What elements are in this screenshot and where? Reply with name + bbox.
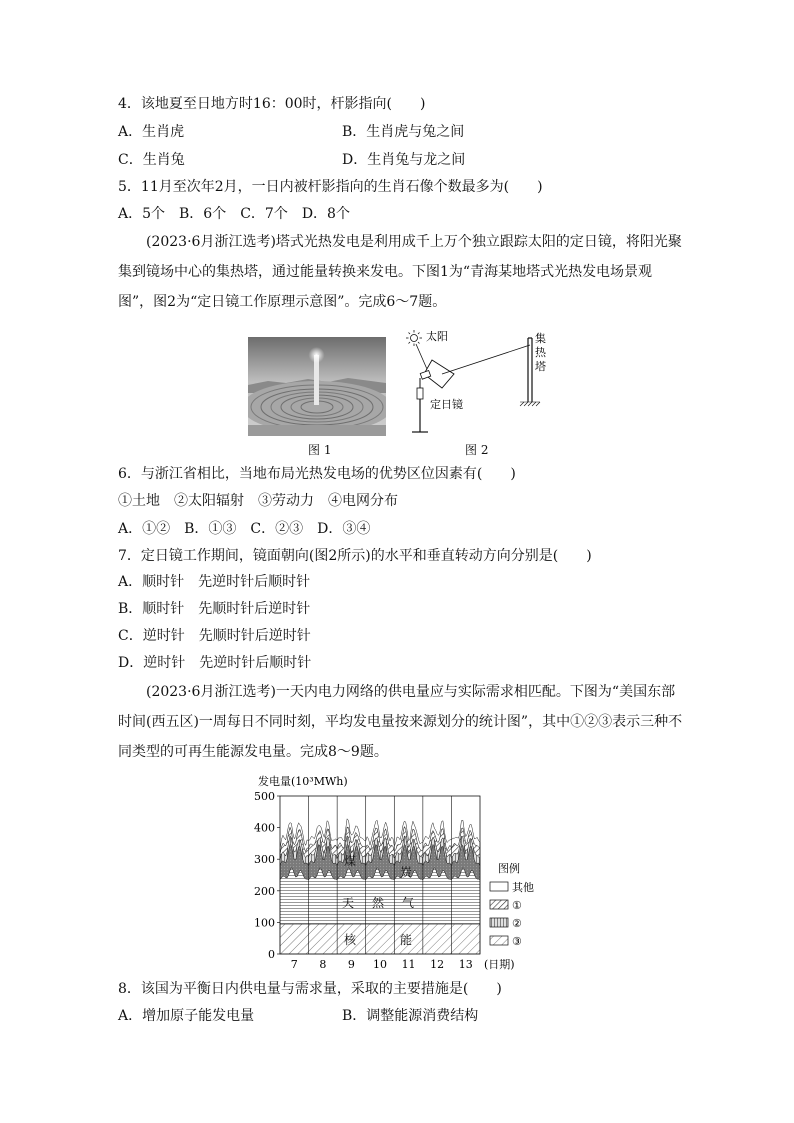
legend-title: 图例 — [498, 862, 520, 875]
x-tick-label: 9 — [347, 958, 355, 970]
y-tick-label: 200 — [254, 884, 275, 898]
gas-label-2: 然 — [371, 895, 385, 910]
q7-option-a: A．顺时针 先逆时针后顺时针 — [118, 574, 311, 590]
x-tick-label: 8 — [319, 958, 327, 970]
q7-stem: 7．定日镜工作期间，镜面朝向(图2所示)的水平和垂直转动方向分别是( ) — [118, 548, 592, 564]
legend-series-3-swatch — [490, 936, 508, 945]
legend-other-swatch — [490, 882, 508, 891]
x-tick-label: 11 — [401, 958, 416, 970]
q7-option-d: D．逆时针 先逆时针后顺时针 — [118, 655, 312, 671]
intro67-line2: 集到镜场中心的集热塔，通过能量转换来发电。下图1为“青海某地塔式光热发电场景观 — [118, 264, 653, 280]
gas-label-3: 气 — [401, 895, 415, 910]
coal-label-1: 煤 — [343, 853, 357, 868]
sun-icon — [406, 330, 422, 346]
gas-label-1: 天 — [341, 895, 355, 910]
legend-series-3-label: ③ — [512, 935, 522, 948]
figure-1-photo — [248, 337, 386, 436]
x-tick-label: 13 — [458, 958, 473, 970]
q6-stem: 6．与浙江省相比，当地布局光热发电场的优势区位因素有( ) — [118, 466, 516, 482]
nuclear-label-1: 核 — [343, 932, 357, 947]
q4-option-a: A．生肖虎 — [118, 124, 185, 140]
q8-option-b: B．调整能源消费结构 — [342, 1008, 479, 1024]
sun-label: 太阳 — [426, 330, 448, 343]
q7-option-c: C．逆时针 先顺时针后逆时针 — [118, 628, 311, 644]
y-tick-label: 500 — [254, 790, 275, 803]
legend-series-2-label: ② — [512, 917, 522, 930]
legend-series-1-label: ① — [512, 899, 522, 912]
intro89-line1: (2023·6月浙江选考)一天内电力网络的供电量应与实际需求相匹配。下图为“美国东部 — [146, 684, 676, 700]
legend-series-1-swatch — [490, 900, 508, 909]
y-axis-label: 发电量(10³MWh) — [258, 775, 348, 788]
y-tick-label: 300 — [254, 853, 275, 867]
q7-option-b: B．顺时针 先顺时针后逆时针 — [118, 601, 311, 617]
intro67-line3: 图”，图2为“定日镜工作原理示意图”。完成6～7题。 — [118, 294, 447, 310]
y-tick-label: 400 — [254, 821, 275, 835]
intro89-line2: 时间(西五区)一周每日不同时刻，平均发电量按来源划分的统计图”，其中①②③表示三种不 — [118, 714, 683, 730]
x-tick-label: 7 — [290, 958, 298, 970]
q4-option-b: B．生肖虎与兔之间 — [342, 124, 465, 140]
x-tick-label: 10 — [373, 958, 387, 970]
q8-stem: 8．该国为平衡日内供电量与需求量，采取的主要措施是( ) — [118, 981, 502, 997]
q6-options: A．①② B．①③ C．②③ D．③④ — [118, 521, 371, 537]
x-tick-label: 12 — [430, 958, 445, 970]
tower-label-1: 集 — [535, 332, 546, 345]
tower-label-3: 塔 — [535, 360, 546, 373]
intro67-line1: (2023·6月浙江选考)塔式光热发电是利用成千上万个独立跟踪太阳的定日镜，将阳光聚 — [146, 234, 682, 250]
q4-option-c: C．生肖兔 — [118, 152, 185, 168]
q5-options: A．5个 B．6个 C．7个 D．8个 — [118, 206, 350, 222]
q6-items: ①土地 ②太阳辐射 ③劳动力 ④电网分布 — [118, 493, 398, 509]
legend-other-label: 其他 — [512, 881, 534, 894]
mirror-label: 定日镜 — [430, 398, 463, 411]
figure-2-caption: 图 2 — [465, 443, 489, 457]
nuclear-area — [280, 924, 480, 954]
figure-2-diagram — [402, 330, 550, 438]
y-tick-label: 100 — [254, 916, 275, 930]
q8-option-a: A．增加原子能发电量 — [118, 1008, 255, 1024]
y-tick-label: 0 — [268, 948, 275, 961]
q4-stem: 4．该地夏至日地方时16：00时，杆影指向( ) — [118, 96, 426, 112]
q4-option-d: D．生肖兔与龙之间 — [342, 152, 466, 168]
intro89-line3: 同类型的可再生能源发电量。完成8～9题。 — [118, 744, 388, 760]
x-axis-label: (日期) — [484, 958, 515, 970]
coal-label-2: 炭 — [399, 865, 413, 880]
figure-1-caption: 图 1 — [308, 443, 332, 457]
nuclear-label-2: 能 — [399, 932, 413, 947]
power-chart — [250, 772, 550, 970]
q5-stem: 5．11月至次年2月，一日内被杆影指向的生肖石像个数最多为( ) — [118, 179, 543, 195]
legend-series-2-swatch — [490, 918, 508, 927]
tower-label-2: 热 — [535, 346, 546, 359]
